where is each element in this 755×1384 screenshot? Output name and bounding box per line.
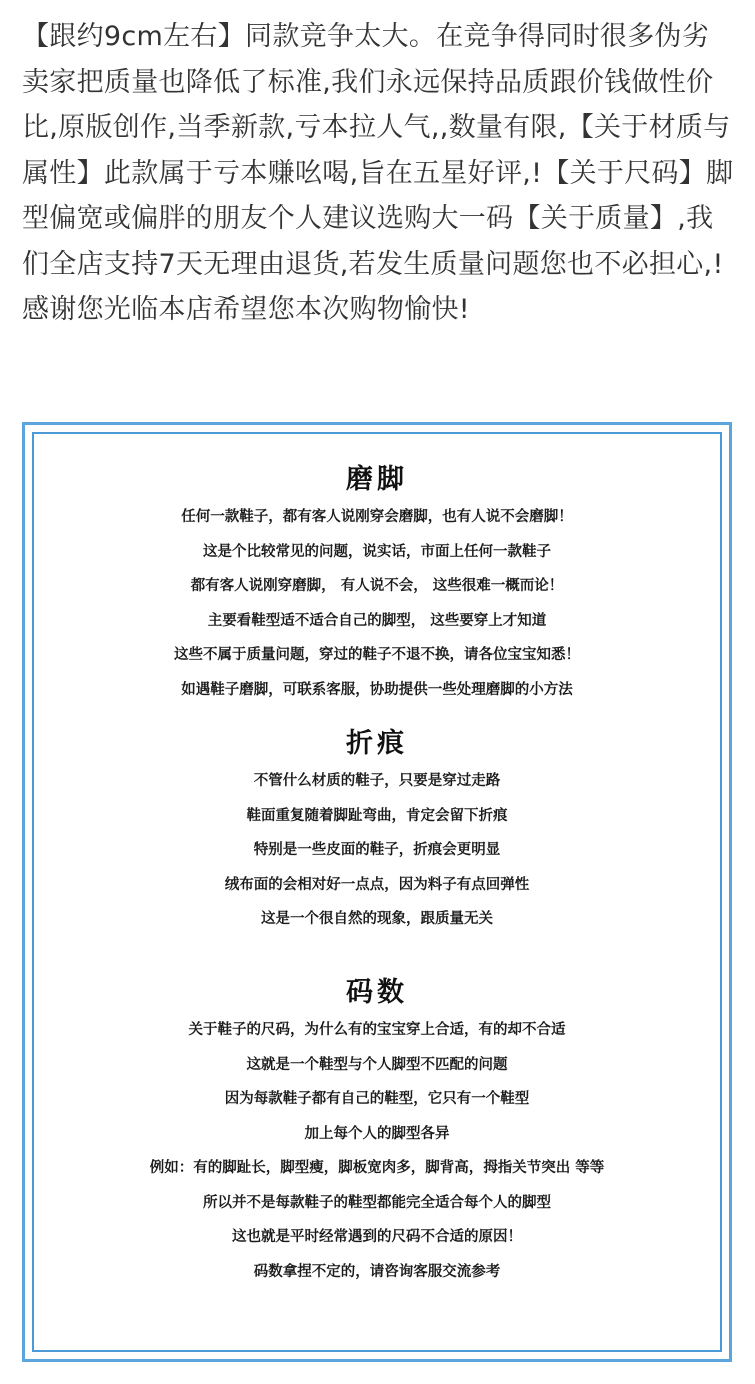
section-line: 如遇鞋子磨脚，可联系客服，协助提供一些处理磨脚的小方法 <box>181 681 573 698</box>
section-line: 这些不属于质量问题，穿过的鞋子不退不换，请各位宝宝知悉！ <box>174 647 580 663</box>
section-line: 这是个比较常见的问题，说实话，市面上任何一款鞋子 <box>203 543 551 560</box>
notice-inner-border <box>32 432 722 1352</box>
section-creases <box>34 724 720 937</box>
section-sizing <box>34 973 720 1289</box>
section-line: 绒布面的会相对好一点点，因为料子有点回弹性 <box>224 876 530 893</box>
section-line: 不管什么材质的鞋子，只要是穿过走路 <box>253 773 501 789</box>
section-heading: 磨脚 <box>346 464 408 495</box>
section-line: 都有客人说刚穿磨脚， 有人说不会， 这些很难一概而论！ <box>190 578 564 594</box>
section-line: 码数拿捏不定的，请咨询客服交流参考 <box>253 1263 501 1280</box>
section-line: 任何一款鞋子，都有客人说刚穿会磨脚，也有人说不会磨脚！ <box>181 509 573 525</box>
section-chafing <box>34 460 720 707</box>
section-line: 鞋面重复随着脚趾弯曲，肯定会留下折痕 <box>246 807 508 824</box>
section-line: 因为每款鞋子都有自己的鞋型，它只有一个鞋型 <box>224 1091 530 1107</box>
section-line: 这就是一个鞋型与个人脚型不匹配的问题 <box>246 1056 508 1073</box>
section-line: 这是一个很自然的现象，跟质量无关 <box>261 911 493 927</box>
section-line: 例如：有的脚趾长，脚型瘦，脚板宽肉多，脚背高，拇指关节突出 等等 <box>149 1160 605 1176</box>
section-line: 所以并不是每款鞋子的鞋型都能完全适合每个人的脚型 <box>203 1194 551 1211</box>
section-line: 加上每个人的脚型各异 <box>304 1125 450 1142</box>
section-line: 这也就是平时经常遇到的尺码不合适的原因！ <box>232 1229 522 1245</box>
section-heading: 折痕 <box>346 728 408 759</box>
section-line: 特别是一些皮面的鞋子，折痕会更明显 <box>253 842 501 858</box>
notice-panel <box>22 422 732 1362</box>
section-line: 关于鞋子的尺码，为什么有的宝宝穿上合适，有的却不合适 <box>188 1022 566 1038</box>
section-line: 主要看鞋型适不适合自己的脚型， 这些要穿上才知道 <box>207 612 547 629</box>
product-description: 【跟约9cm左右】同款竞争太大。在竞争得同时很多伪劣卖家把质量也降低了标准,我们永远保持品质跟价钱做性价比,原版创作,当季新款,亏本拉人气,,数量有限,【关于材质与属性】此款属于亏本赚吆喝,旨在五星好评,!【关于尺码】脚型偏宽或偏胖的朋友个人建议选购大一码【关于质量】,我们全店支持7天无理由退货,若发生质量问题您也不必担心,!感谢您光临本店希望您本次购物愉快! <box>22 21 734 325</box>
section-heading: 码数 <box>346 977 408 1008</box>
